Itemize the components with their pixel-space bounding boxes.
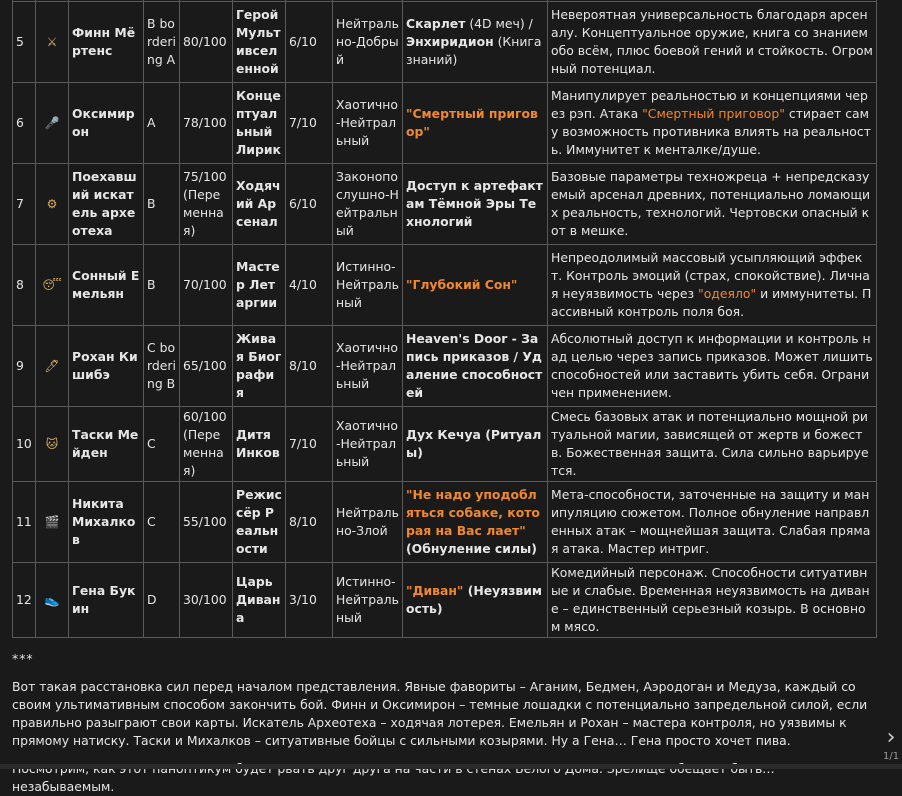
row-number: 5 — [13, 2, 36, 83]
ability-cell — [403, 407, 548, 482]
ability-quote: "Смертный приговор" — [406, 106, 538, 139]
description-text: Непреодолимый массовый усыпляющий эффект. Контроль эмоций (страх, спокойствие). Личная неуязвимость через — [551, 250, 870, 301]
row-number: 6 — [13, 83, 36, 164]
ability-text: Доступ к артефактам Тёмной Эры Технологий — [406, 178, 543, 229]
content-area — [12, 0, 878, 796]
character-name: Таски Мейден — [69, 407, 144, 482]
closing-paragraph: незабываемым. — [12, 779, 115, 794]
alignment-cell: Нейтрально-Злой — [333, 482, 403, 563]
description-text: Манипулирует реальностью и концепциями через рэп. Атака — [551, 88, 868, 121]
ability-cell — [403, 164, 548, 245]
intellect-cell: 6/10 — [286, 2, 333, 83]
title-cell: Концептуальный Лирик — [233, 83, 286, 164]
ability-cell — [403, 83, 548, 164]
description-cell — [548, 326, 877, 407]
rank-cell: B bordering A — [144, 2, 180, 83]
table-row — [13, 2, 877, 83]
intellect-cell: 3/10 — [286, 563, 333, 638]
table-row — [13, 407, 877, 482]
rank-cell: D — [144, 563, 180, 638]
highlighted-term: "Смертный приговор" — [642, 106, 785, 121]
alignment-cell: Законопослушно-Нейтральный — [333, 164, 403, 245]
power-cell: 65/100 — [180, 326, 233, 407]
intellect-cell: 7/10 — [286, 407, 333, 482]
title-cell: Ходячий Арсенал — [233, 164, 286, 245]
alignment-cell: Хаотично-Нейтральный — [333, 83, 403, 164]
intellect-cell: 8/10 — [286, 482, 333, 563]
table-row — [13, 83, 877, 164]
character-icon: ⚙ — [36, 164, 69, 245]
character-name: Сонный Емельян — [69, 245, 144, 326]
rank-cell: A — [144, 83, 180, 164]
title-cell: Царь Дивана — [233, 563, 286, 638]
table-row — [13, 563, 877, 638]
character-icon: 👟 — [36, 563, 69, 638]
row-number: 8 — [13, 245, 36, 326]
ability-text: Дух Кечуа (Ритуалы) — [406, 427, 542, 460]
title-cell: Дитя Инков — [233, 407, 286, 482]
rank-cell: B — [144, 164, 180, 245]
character-name: Финн Мёртенс — [69, 2, 144, 83]
ability-text: (Книга знаний) — [406, 34, 542, 67]
character-icon: 😴 — [36, 245, 69, 326]
rank-cell: B — [144, 245, 180, 326]
intellect-cell: 4/10 — [286, 245, 333, 326]
rank-cell: C — [144, 407, 180, 482]
character-name: Рохан Кишибэ — [69, 326, 144, 407]
character-icon: 🎬 — [36, 482, 69, 563]
bottom-bar — [0, 764, 902, 769]
row-number: 12 — [13, 563, 36, 638]
description-cell — [548, 563, 877, 638]
description-text: Мета-способности, заточенные на защиту и манипуляцию сюжетом. Полное обнуление направленных атак – мощнейшая защита. Слабая прямая атака. Мастер интриг. — [551, 487, 871, 556]
alignment-cell: Хаотично-Нейтральный — [333, 326, 403, 407]
power-cell: 30/100 — [180, 563, 233, 638]
title-cell: Режиссёр Реальности — [233, 482, 286, 563]
alignment-cell: Истинно-Нейтральный — [333, 245, 403, 326]
character-name: Гена Букин — [69, 563, 144, 638]
character-name: Никита Михалков — [69, 482, 144, 563]
table-row — [13, 245, 877, 326]
description-cell — [548, 164, 877, 245]
description-cell — [548, 407, 877, 482]
power-cell: 78/100 — [180, 83, 233, 164]
highlighted-term: "одеяло" — [698, 286, 757, 301]
power-cell: 55/100 — [180, 482, 233, 563]
separator: *** — [12, 651, 34, 666]
description-text: Абсолютный доступ к информации и контроль над целью через запись приказов. Может лишить способностей или заставить убить себя. Ограничен применением. — [551, 331, 873, 400]
row-number: 11 — [13, 482, 36, 563]
description-text: стирает саму возможность противника влиять на реальность. Иммунитет к менталке/душе. — [551, 106, 871, 157]
power-cell: 80/100 — [180, 2, 233, 83]
ability-text: Скарлет — [406, 16, 466, 31]
description-cell — [548, 2, 877, 83]
intellect-cell: 7/10 — [286, 83, 333, 164]
ability-cell — [403, 326, 548, 407]
rank-cell: C bordering B — [144, 326, 180, 407]
title-cell: Живая Биография — [233, 326, 286, 407]
ability-quote: "Глубокий Сон" — [406, 277, 518, 292]
character-icon: 🖊 — [36, 326, 69, 407]
row-number: 7 — [13, 164, 36, 245]
description-text: Невероятная универсальность благодаря арсеналу. Концептуальное оружие, книга со знанием обо всём, плюс боевой гений и стойкость. Огромный потенциал. — [551, 7, 873, 76]
ability-cell — [403, 563, 548, 638]
table-row — [13, 326, 877, 407]
intellect-cell: 6/10 — [286, 164, 333, 245]
character-icon: 🐱 — [36, 407, 69, 482]
ability-cell — [403, 482, 548, 563]
table-row — [13, 482, 877, 563]
description-text: и иммунитеты. Пассивный контроль поля боя. — [551, 286, 872, 319]
alignment-cell: Истинно-Нейтральный — [333, 563, 403, 638]
row-number: 9 — [13, 326, 36, 407]
description-cell — [548, 83, 877, 164]
power-cell: 60/100 (Переменная) — [180, 407, 233, 482]
rank-cell: C — [144, 482, 180, 563]
character-icon: ⚔ — [36, 2, 69, 83]
description-text: Смесь базовых атак и потенциально мощной ритуальной магии, зависящей от жертв и божеств. Божественная защита. Сила сильно варьируется. — [551, 409, 869, 478]
ability-text: (Обнуление силы) — [406, 541, 537, 556]
chevron-right-icon[interactable]: › — [886, 725, 896, 750]
row-number: 10 — [13, 407, 36, 482]
title-cell: Герой Мультивселенной — [233, 2, 286, 83]
power-cell: 75/100 (Переменная) — [180, 164, 233, 245]
ability-quote: "Не надо уподобляться собаке, которая на Вас лает" — [406, 487, 540, 538]
description-text: Комедийный персонаж. Способности ситуативные и слабые. Временная неуязвимость на диване – единственный серьезный козырь. В основном мясо. — [551, 565, 870, 634]
ability-text: Энхиридион — [406, 34, 494, 49]
title-cell: Мастер Летаргии — [233, 245, 286, 326]
alignment-cell: Хаотично-Нейтральный — [333, 407, 403, 482]
ability-text: (Неуязвимость) — [406, 583, 543, 616]
power-cell: 70/100 — [180, 245, 233, 326]
ability-cell — [403, 245, 548, 326]
character-name: Оксимирон — [69, 83, 144, 164]
summary-paragraph: Вот такая расстановка сил перед началом представления. Явные фавориты – Аганим, Бедмен, Аэродоган и Медуза, каждый со своим ультимативным способом закончить бой. Финн и Оксимирон – темные лошадки с потенциально запредельной силой, если правильно разыграют свои карты. Искатель Археотеха – ходячая лотерея. Емельян и Рохан – мастера контроля, но уязвимы к прямому натиску. Таски и Михалков – ситуативные бойцы с сильными козырями. Ну а Гена… Гена просто хочет пива. — [12, 679, 868, 748]
description-text: Базовые параметры техножреца + непредсказуемый арсенал древних, потенциально ломающих реальность, технологий. Чертовски опасный кот в мешке. — [551, 169, 871, 238]
ability-cell — [403, 2, 548, 83]
ability-text: Heaven's Door - Запись приказов / Удаление способностей — [406, 331, 543, 400]
intellect-cell: 8/10 — [286, 326, 333, 407]
description-cell — [548, 245, 877, 326]
ability-quote: "Диван" — [406, 583, 464, 598]
description-cell — [548, 482, 877, 563]
character-name: Поехавший искатель археотеха — [69, 164, 144, 245]
table-row — [13, 164, 877, 245]
page-counter: 1/1 — [883, 751, 900, 762]
alignment-cell: Нейтрально-Добрый — [333, 2, 403, 83]
ability-text: (4D меч) / — [465, 16, 533, 31]
character-icon: 🎤 — [36, 83, 69, 164]
character-ranking-table — [12, 0, 877, 638]
